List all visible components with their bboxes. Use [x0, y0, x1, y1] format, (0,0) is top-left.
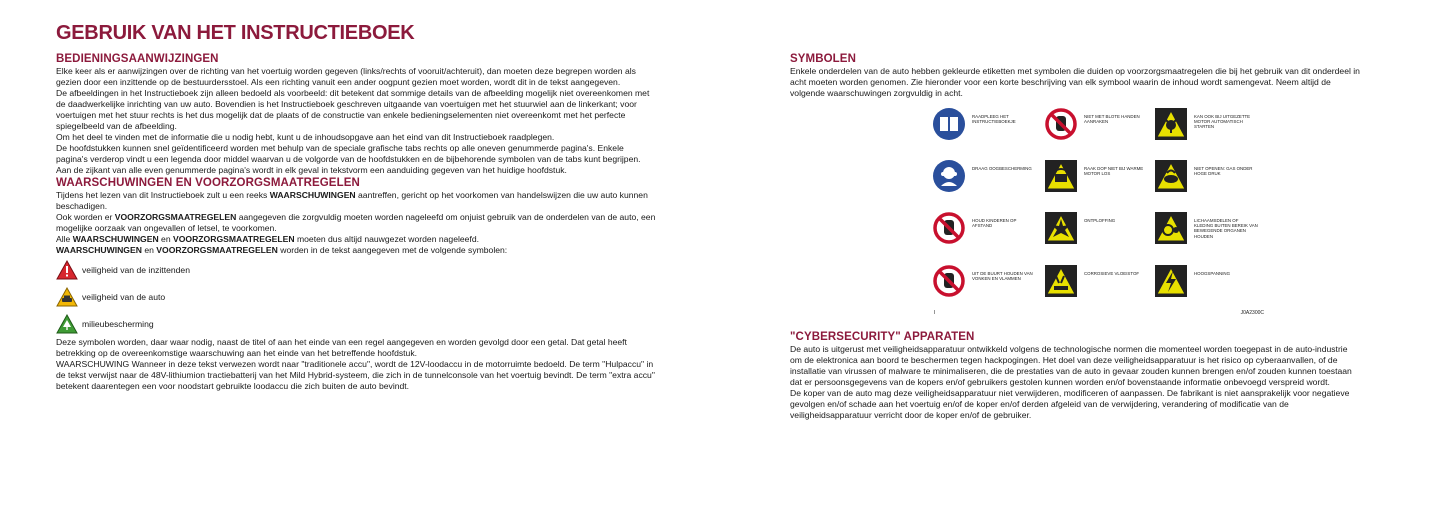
paragraph: Tijdens het lezen van dit Instructieboek zult u een reeks WAARSCHUWINGEN aantreffen, gericht op het voorkomen van handelswijzen die uw auto kunnen beschadigen.: [56, 190, 648, 211]
paragraph: WAARSCHUWING Wanneer in deze tekst verwezen wordt naar "traditionele accu", wordt de 12V-loodaccu in de motorruimte bedoeld. De term "Hulpaccu" in de tekst verwijst naar de 48V-lithiumion tractiebatterij van het Mild Hybrid-systeem, die zich in de tunnelconsole van het voertuig bevindt. De term "extra accu" betekent daarentegen een voor noodstart gebruikte loodaccu die zich buiten de auto bevindt.: [56, 359, 655, 391]
symbol-caption: KAN OOK BIJ UITGEZETTE MOTOR AUTOMATISCH STARTEN: [1194, 114, 1251, 130]
paragraph: Ook worden er VOORZORGSMAATREGELEN aangegeven die zorgvuldig moeten worden nageleefd om onjuist gebruik van de onderdelen van de auto, een mogelijke oorzaak van ongevallen of letsel, te voorkomen.: [56, 212, 656, 233]
environment-protection-icon: [56, 314, 78, 334]
symbol-cell: [1040, 261, 1150, 305]
symbol-occupant-safety: [56, 256, 656, 283]
symbol-caption: LICHAAMSDELEN OF KLEDING BUITEN BEREIK VAN BEWEGENDE ORGANEN HOUDEN: [1194, 218, 1258, 239]
symbol-caption: RAAK DOP NIET BIJ WARME MOTOR LOS: [1084, 166, 1144, 177]
symbol-cell: [928, 156, 1038, 200]
right-column-lower: [790, 330, 1360, 421]
no-flames-icon: [932, 263, 966, 299]
symbol-vehicle-safety: [56, 283, 656, 310]
moving-parts-icon: [1154, 210, 1188, 246]
symbol-label: veiligheid van de inzittenden: [82, 264, 190, 275]
symbol-cell: [1150, 104, 1260, 148]
section-heading-bedieningsaanwijzingen: BEDIENINGSAANWIJZINGEN: [56, 53, 219, 65]
warning-symbols-figure: [928, 104, 1264, 316]
page-title: GEBRUIK VAN HET INSTRUCTIEBOEK: [56, 22, 415, 44]
keep-children-away-icon: [932, 210, 966, 246]
figure-code: J0A2300C: [1240, 310, 1264, 316]
symbol-label: milieubescherming: [82, 318, 154, 329]
paragraph: Deze symbolen worden, daar waar nodig, naast de titel of aan het einde van een regel aangegeven en worden gevolgd door een getal. Dat getal heeft betrekking op de overeenkomstige waarschuwing aan het einde van het betreffende hoofdstuk.: [56, 337, 627, 358]
corrosive-liquid-icon: [1044, 263, 1078, 299]
occupant-safety-warning-icon: [56, 260, 78, 280]
paragraph: De hoofdstukken kunnen snel geïdentificeerd worden met behulp van de speciale grafische tabs rechts op alle oneven genummerde pagina's. Enkele pagina's verderop vindt u een legenda door middel waarvan u de volgorde van de hoofdstukken en de bijbehorende symbolen van de tabs kunt begrijpen. Aan de zijkant van alle even genummerde pagina's wordt in elk geval in tekstvorm een aanduiding gegeven van het huidige hoofdstuk.: [56, 143, 641, 175]
symbol-caption: HOUD KINDEREN OP AFSTAND: [972, 218, 1017, 229]
symbol-cell: [1150, 156, 1260, 200]
symbol-cell: [928, 261, 1038, 305]
symbol-environment: [56, 310, 656, 337]
paragraph: De auto is uitgerust met veiligheidsapparatuur ontwikkeld volgens de technologische normen die momenteel worden toegepast in de auto-industrie om de elektronica aan boord te beschermen tegen hackpogingen. Het doel van deze veiligheidsapparatuur is het risico op cyberaanvallen, of de installatie van virussen of malware te minimaliseren, die de prestaties van de auto in gevaar zouden kunnen brengen en/of zouden kunnen toestaan dat er persoonsgegevens van de kopers en/of gebruikers gestolen kunnen worden en/of bovenstaande informatie onbevoegd verspreid wordt.: [790, 344, 1352, 387]
section-heading-waarschuwingen: WAARSCHUWINGEN EN VOORZORGSMAATREGELEN: [56, 177, 360, 189]
consult-manual-icon: [932, 106, 966, 142]
hot-cap-icon: [1044, 158, 1078, 194]
auto-start-fan-icon: [1154, 106, 1188, 142]
vehicle-safety-warning-icon: [56, 287, 78, 307]
eye-protection-icon: [932, 158, 966, 194]
left-column: [56, 52, 656, 392]
paragraph: Elke keer als er aanwijzingen over de richting van het voertuig worden gegeven (links/rechts of vooruit/achteruit), dan moeten deze begrepen worden als gezien door een inzittende op de bestuurdersstoel. Als een richting vanuit een ander oogpunt gezien moet worden, wordt dit in de tekst aangegeven.: [56, 66, 636, 87]
section-heading-cybersecurity: "CYBERSECURITY" APPARATEN: [790, 331, 975, 343]
symbol-cell: [928, 208, 1038, 252]
pressurized-gas-icon: [1154, 158, 1188, 194]
symbol-caption: CORROSIEVE VLOEISTOF: [1084, 271, 1140, 276]
paragraph: De afbeeldingen in het Instructieboek zijn alleen bedoeld als voorbeeld: dit betekent dat sommige details van de afbeelding mogelijk niet overeenkomen met de daadwerkelijke inrichting van uw auto. Bovendien is het Instructieboek geschreven uitgaande van voertuigen met het stuurwiel aan de linkerkant; voor voertuigen met het stuur rechts is het dus mogelijk dat de plaats of de constructie van enkele bedieningselementen niet overeenkomt met het perfecte spiegelbeeld van de afbeelding.: [56, 88, 650, 131]
figure-mark: I: [934, 310, 936, 316]
symbol-cell: [1040, 156, 1150, 200]
symbol-cell: [1150, 261, 1260, 305]
high-voltage-icon: [1154, 263, 1188, 299]
symbol-caption: HOOGSPANNING: [1194, 271, 1231, 276]
paragraph: Enkele onderdelen van de auto hebben gekleurde etiketten met symbolen die duiden op voorzorgsmaatregelen die bij het gebruik van dit onderdeel in acht moeten worden genomen. Zie hieronder voor een korte beschrijving van elk symbool waarin de inhoud wordt samengevat. Neem altijd de volgende waarschuwingen zorgvuldig in acht.: [790, 66, 1360, 98]
symbol-label: veiligheid van de auto: [82, 291, 166, 302]
symbol-caption: RAADPLEEG HET INSTRUCTIEBOEKJE: [972, 114, 1016, 125]
symbol-caption: DRAAG OOGBESCHERMING: [972, 166, 1032, 171]
section-heading-symbolen: SYMBOLEN: [790, 53, 856, 65]
symbol-cell: [1040, 208, 1150, 252]
paragraph: De koper van de auto mag deze veiligheidsapparatuur niet verwijderen, modificeren of aanpassen. De fabrikant is niet aansprakelijk voor negatieve gevolgen en/of schade aan het voertuig en/of de koper en/of derden afgeleid van de verwijdering, verandering of modificatie van de veiligheidsapparatuur verricht door de koper en/of de gebruiker.: [790, 388, 1350, 420]
symbol-caption: NIET MET BLOTE HANDEN AANRAKEN: [1084, 114, 1140, 125]
symbol-caption: UIT DE BUURT HOUDEN VAN VONKEN EN VLAMMEN: [972, 271, 1033, 282]
symbol-cell: [1040, 104, 1150, 148]
paragraph: Om het deel te vinden met de informatie die u nodig hebt, kunt u de inhoudsopgave aan het eind van dit Instructieboek raadplegen.: [56, 132, 555, 142]
paragraph: Alle WAARSCHUWINGEN en VOORZORGSMAATREGELEN moeten dus altijd nauwgezet worden nageleefd.: [56, 234, 480, 244]
paragraph: WAARSCHUWINGEN en VOORZORGSMAATREGELEN worden in de tekst aangegeven met de volgende symbolen:: [56, 245, 508, 255]
symbol-cell: [928, 104, 1038, 148]
explosion-icon: [1044, 210, 1078, 246]
right-column: [790, 52, 1360, 99]
no-bare-hands-icon: [1044, 106, 1078, 142]
symbol-caption: ONTPLOFFING: [1084, 218, 1116, 223]
symbol-cell: [1150, 208, 1260, 252]
symbol-caption: NIET OPENEN: GAS ONDER HOGE DRUK: [1194, 166, 1253, 177]
